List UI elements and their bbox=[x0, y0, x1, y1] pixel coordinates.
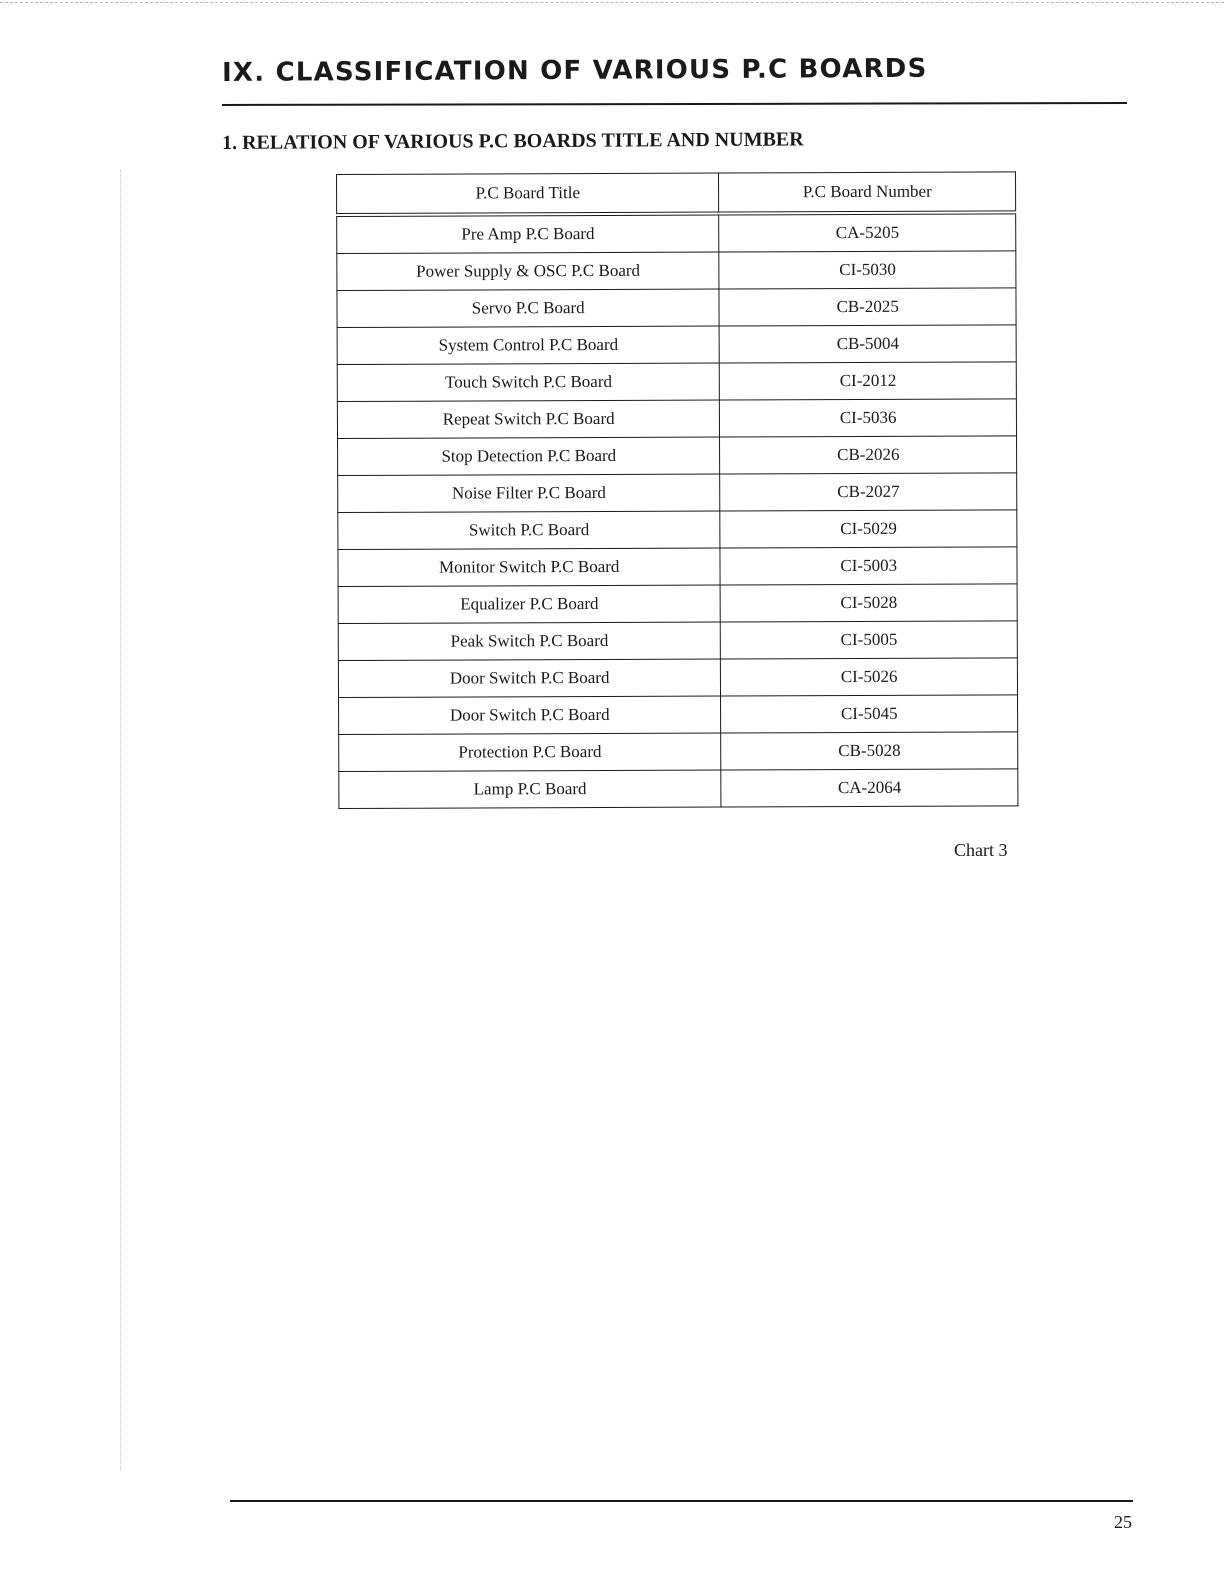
board-number-cell: CB-5028 bbox=[721, 732, 1018, 770]
board-title-cell: Monitor Switch P.C Board bbox=[338, 548, 721, 586]
pc-board-table bbox=[336, 171, 1018, 809]
board-number-cell: CA-5205 bbox=[719, 212, 1016, 252]
board-number-cell: CB-2025 bbox=[719, 288, 1016, 326]
scan-top-edge bbox=[0, 2, 1224, 3]
board-title-cell: Stop Detection P.C Board bbox=[338, 437, 721, 475]
board-title-cell: Power Supply & OSC P.C Board bbox=[337, 252, 720, 290]
table-row bbox=[338, 436, 1017, 476]
title-underline bbox=[222, 102, 1127, 106]
table-row bbox=[339, 769, 1018, 809]
page-number: 25 bbox=[1114, 1512, 1132, 1532]
board-number-cell: CI-5005 bbox=[721, 621, 1018, 659]
board-title-cell: Pre Amp P.C Board bbox=[337, 214, 720, 254]
board-number-cell: CI-5036 bbox=[720, 399, 1017, 437]
board-number-cell: CB-2026 bbox=[720, 436, 1017, 474]
table-row bbox=[338, 510, 1017, 550]
board-number-cell: CI-5028 bbox=[721, 584, 1018, 622]
board-title-cell: Servo P.C Board bbox=[337, 289, 720, 327]
table-row bbox=[337, 288, 1016, 328]
table-row bbox=[337, 362, 1016, 402]
board-title-cell: Switch P.C Board bbox=[338, 511, 721, 549]
board-title-cell: Door Switch P.C Board bbox=[339, 696, 722, 734]
footer-rule bbox=[230, 1500, 1133, 1502]
board-number-cell: CB-2027 bbox=[720, 473, 1017, 511]
table-row bbox=[337, 399, 1016, 439]
table-row bbox=[337, 251, 1016, 291]
table-row bbox=[338, 658, 1017, 698]
table-row bbox=[339, 695, 1018, 735]
board-number-cell: CA-2064 bbox=[721, 769, 1018, 807]
board-title-cell: Touch Switch P.C Board bbox=[337, 363, 720, 401]
chart-caption: Chart 3 bbox=[954, 840, 1008, 860]
table-row bbox=[338, 547, 1017, 587]
table-row bbox=[337, 212, 1016, 253]
table-row bbox=[338, 621, 1017, 661]
board-number-cell: CI-5045 bbox=[721, 695, 1018, 733]
table-row bbox=[337, 325, 1016, 365]
section-title: IX. CLASSIFICATION OF VARIOUS P.C BOARDS bbox=[222, 53, 928, 88]
board-number-cell: CI-5029 bbox=[720, 510, 1017, 548]
board-number-cell: CB-5004 bbox=[720, 325, 1017, 363]
board-title-cell: Lamp P.C Board bbox=[339, 770, 722, 808]
board-number-cell: CI-5003 bbox=[720, 547, 1017, 585]
header-board-number: P.C Board Number bbox=[719, 172, 1016, 214]
board-number-cell: CI-5030 bbox=[719, 251, 1016, 289]
board-number-cell: CI-2012 bbox=[720, 362, 1017, 400]
board-title-cell: System Control P.C Board bbox=[337, 326, 720, 364]
scan-binding-edge bbox=[120, 170, 121, 1470]
header-board-title: P.C Board Title bbox=[337, 173, 720, 215]
table-row bbox=[339, 732, 1018, 772]
board-title-cell: Door Switch P.C Board bbox=[338, 659, 721, 697]
board-title-cell: Protection P.C Board bbox=[339, 733, 722, 771]
board-number-cell: CI-5026 bbox=[721, 658, 1018, 696]
table-row bbox=[338, 473, 1017, 513]
board-title-cell: Noise Filter P.C Board bbox=[338, 474, 721, 512]
board-title-cell: Equalizer P.C Board bbox=[338, 585, 721, 623]
board-title-cell: Peak Switch P.C Board bbox=[338, 622, 721, 660]
table-header-row bbox=[337, 172, 1016, 215]
table-row bbox=[338, 584, 1017, 624]
subsection-title: 1. RELATION OF VARIOUS P.C BOARDS TITLE AND NUMBER bbox=[222, 128, 804, 154]
board-title-cell: Repeat Switch P.C Board bbox=[337, 400, 720, 438]
